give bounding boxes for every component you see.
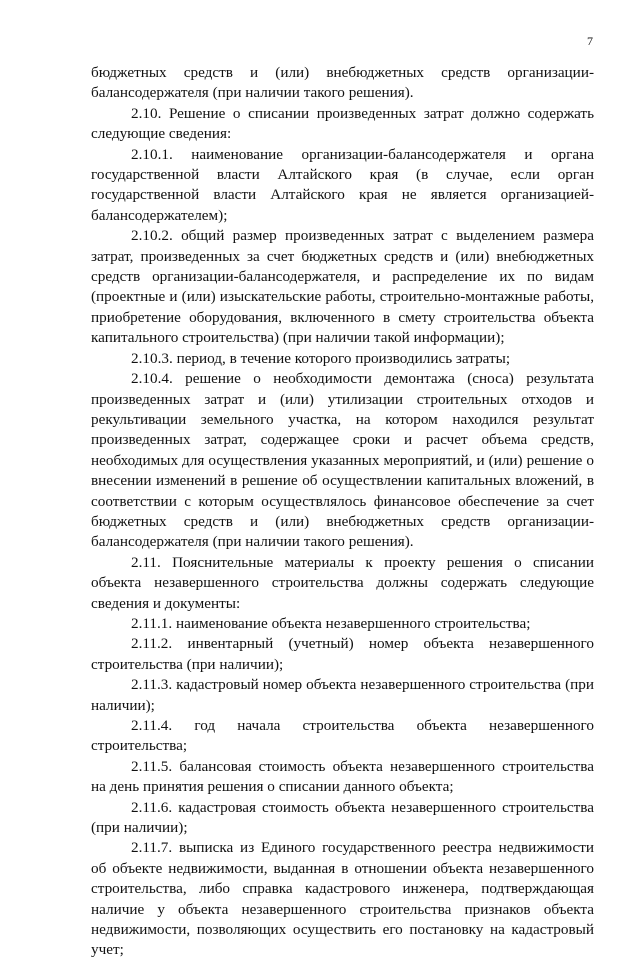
paragraph-2-10-4: 2.10.4. решение о необходимости демонтажа (сноса) результата произведенных затрат и (или) утилизации строительных отходов и рекультивации земельного участка, на котором находился результат произведенных затрат, содержащее сроки и расчет объема средств, необходимых для осуществления указанных мероприятий, и (или) решение о внесении изменений в решение об осуществлении капитальных вложений, в соответствии с которым осуществлялось финансовое обеспечение за счет бюджетных средств и (или) внебюджетных средств организации-балансодержателя (при наличии такого решения). xyxy=(91,370,594,551)
paragraph-2-10: 2.10. Решение о списании произведенных затрат должно содержать следующие сведения: xyxy=(91,104,594,143)
paragraph-2-11: 2.11. Пояснительные материалы к проекту решения о списании объекта незавершенного строительства должны содержать следующие сведения и документы: xyxy=(91,553,594,612)
paragraph-2-11-5: 2.11.5. балансовая стоимость объекта незавершенного строительства на день принятия решения о списании данного объекта; xyxy=(91,757,594,796)
paragraph-continuation: бюджетных средств и (или) внебюджетных средств организации-балансодержателя (при наличии такого решения). xyxy=(91,64,594,102)
paragraph-2-11-7: 2.11.7. выписка из Единого государственного реестра недвижимости об объекте недвижимости, выданная в отношении объекта незавершенного строительства, либо справка кадастрового инженера, подтверждающая наличие у объекта незавершенного строительства признаков объекта недвижимости, позволяющих осуществить его постановку на кадастровый учет; xyxy=(91,839,594,959)
paragraph-2-10-2: 2.10.2. общий размер произведенных затрат с выделением размера затрат, произведенных за счет бюджетных средств и (или) внебюджетных средств организации-балансодержателя, и распределение их по видам (проектные и (или) изыскательские работы, строительно-монтажные работы, приобретение оборудования, включенного в смету строительства объекта капитального строительства) (при наличии такой информации); xyxy=(91,227,594,347)
page-number: 7 xyxy=(587,34,593,48)
paragraph-2-11-6: 2.11.6. кадастровая стоимость объекта незавершенного строительства (при наличии); xyxy=(91,798,594,837)
paragraph-2-11-1: 2.11.1. наименование объекта незавершенного строительства; xyxy=(131,614,531,632)
paragraph-2-10-3: 2.10.3. период, в течение которого производились затраты; xyxy=(131,349,511,367)
paragraph-2-11-3: 2.11.3. кадастровый номер объекта незавершенного строительства (при наличии); xyxy=(91,676,594,714)
paragraph-2-11-4: 2.11.4. год начала строительства объекта незавершенного строительства; xyxy=(91,717,594,755)
paragraph-2-11-2: 2.11.2. инвентарный (учетный) номер объекта незавершенного строительства (при наличии); xyxy=(91,635,594,673)
document-body xyxy=(91,63,594,961)
paragraph-2-10-1: 2.10.1. наименование организации-балансодержателя и органа государственной власти Алтайского края (в случае, если орган государственной власти Алтайского края не является организацией-балансодержателем); xyxy=(91,145,594,224)
